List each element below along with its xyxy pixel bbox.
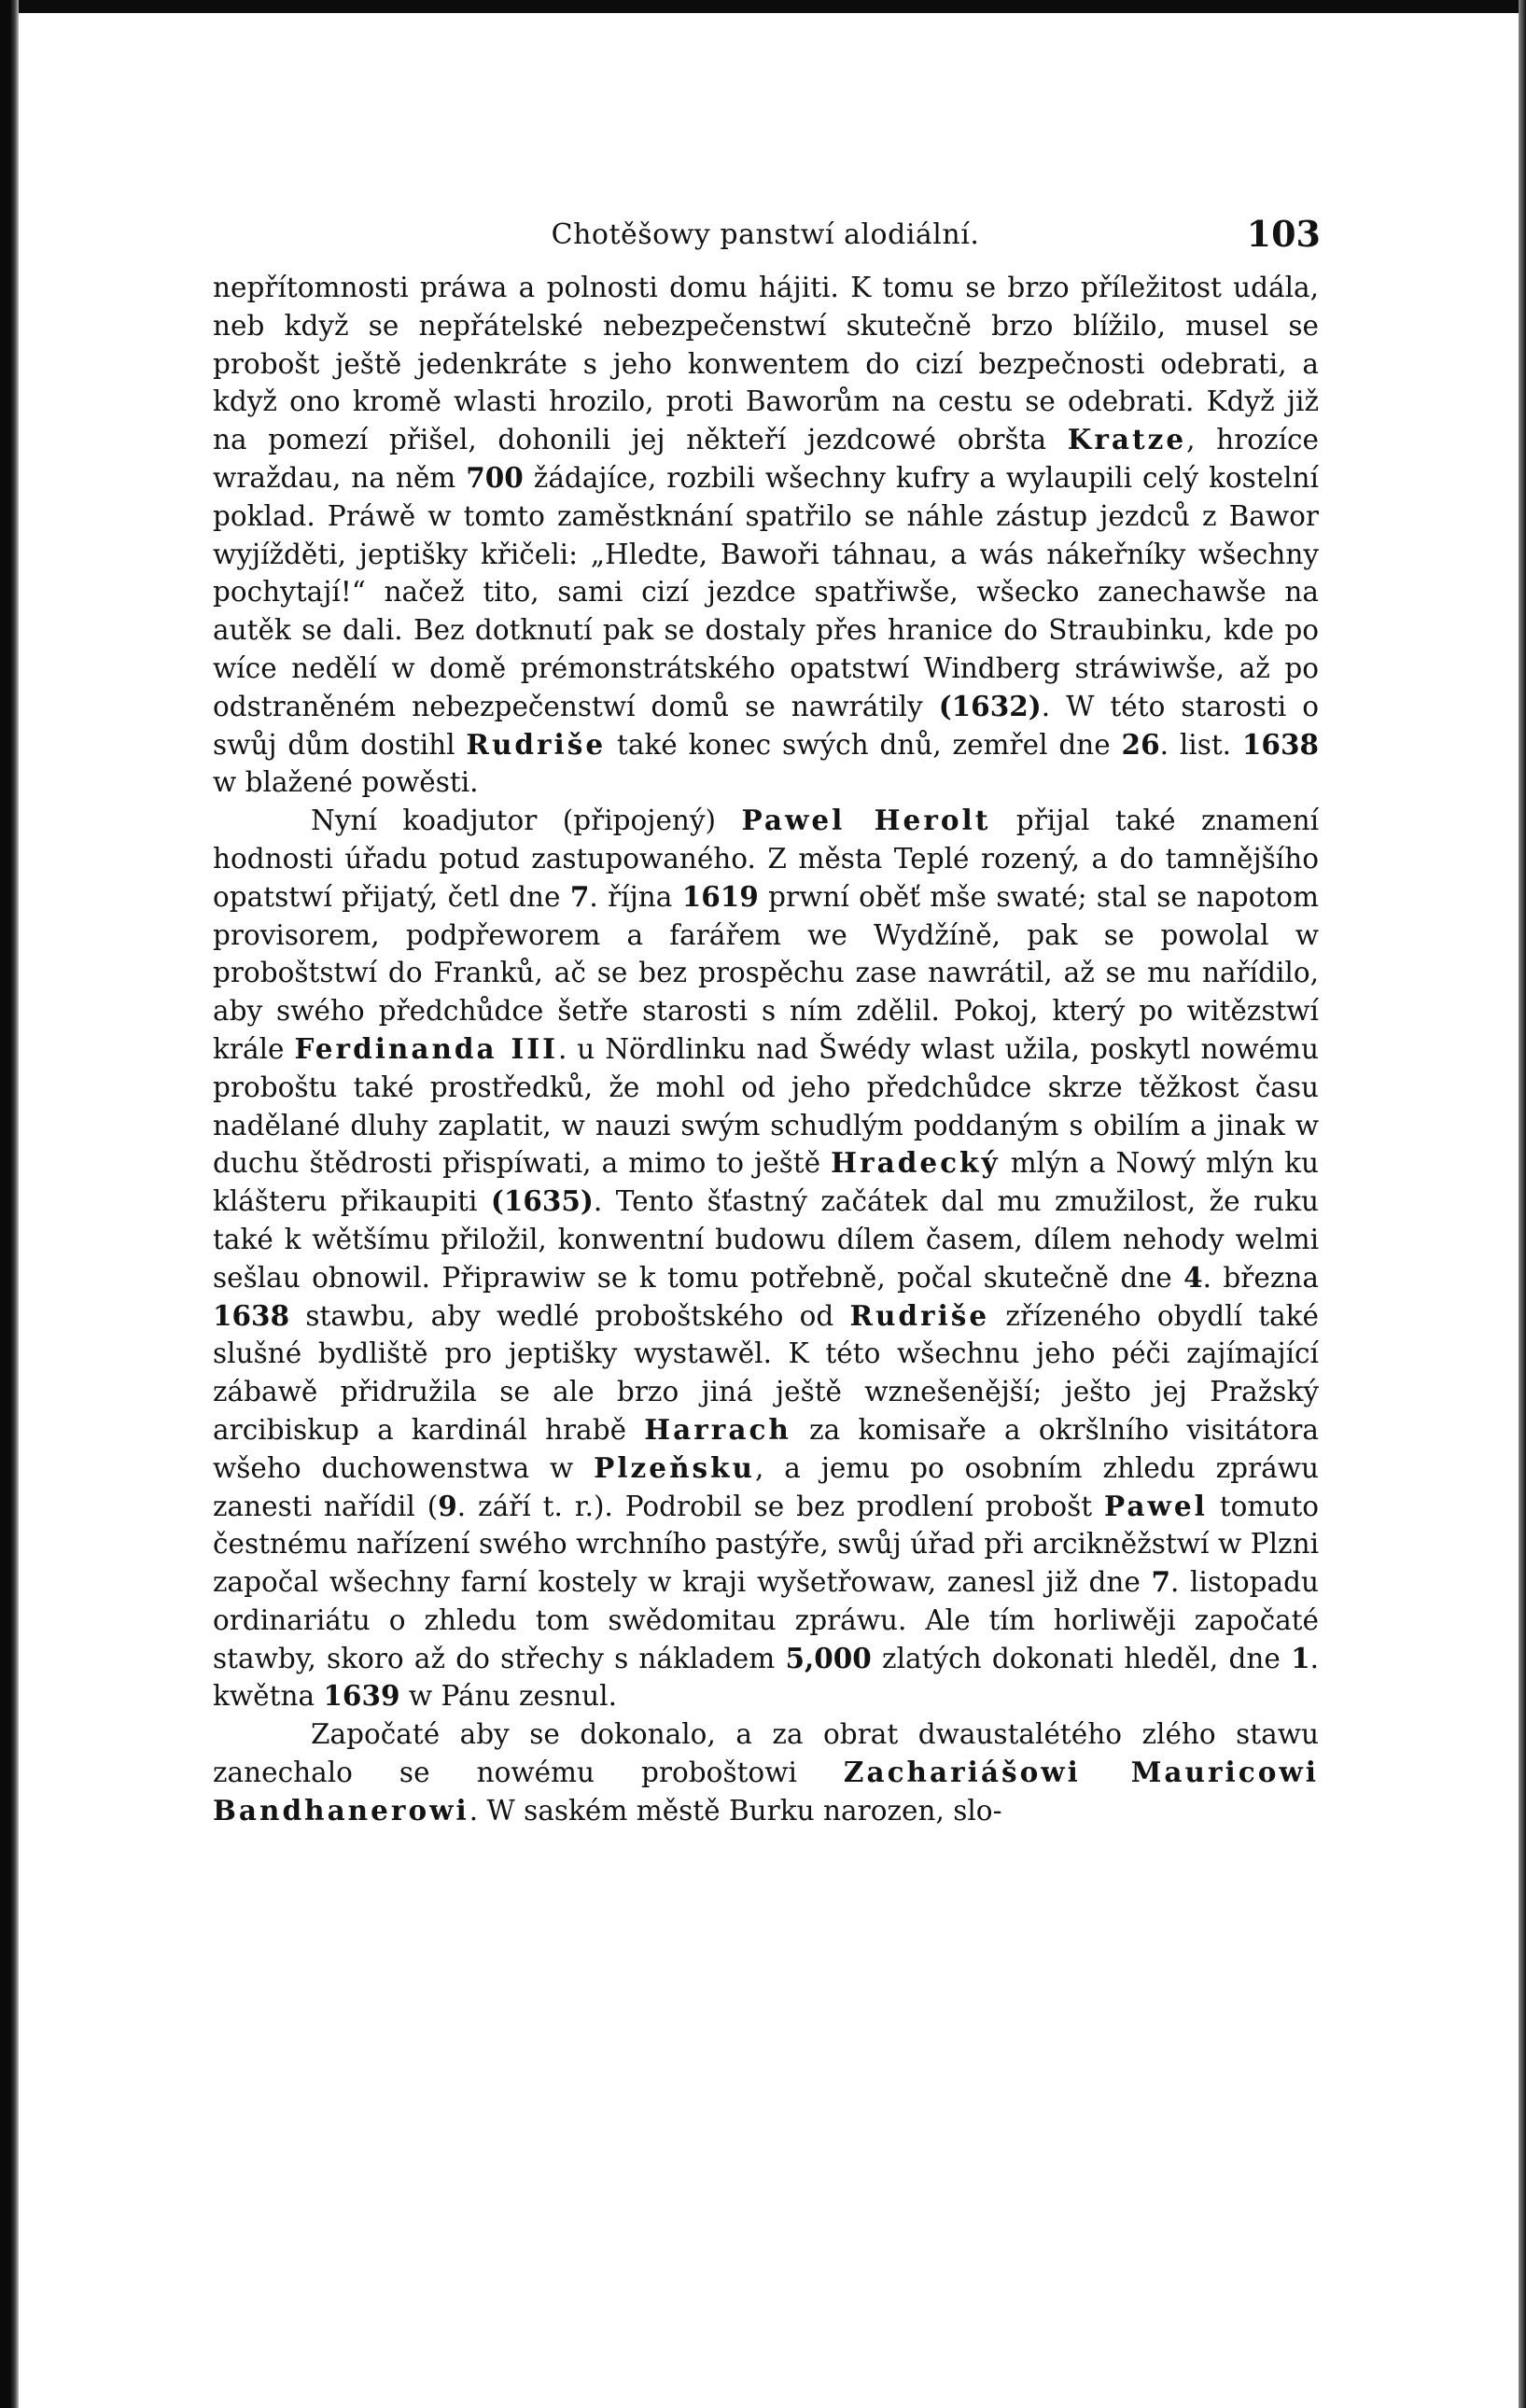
spaced-name: Hradecký	[831, 1146, 1001, 1180]
paragraph	[213, 802, 1319, 1715]
paragraph	[213, 269, 1319, 802]
scan-edge-left	[0, 0, 19, 2408]
spaced-name: Rudriše	[466, 727, 607, 761]
numeral: 1619	[681, 879, 759, 913]
numeral: (1632)	[938, 689, 1042, 722]
text-run: stawbu, aby wedlé proboštského od	[289, 1299, 850, 1332]
text-run: . listopadu ordinariátu o zhledu tom swědomitau zpráwu. Ale tím horliwěji započaté stawby, skoro až do střechy s nákladem	[213, 1566, 1320, 1674]
numeral: 7	[569, 879, 590, 913]
numeral: 5,000	[785, 1641, 872, 1674]
text-run: . W této starosti o swůj dům dostihl	[213, 690, 1319, 761]
spaced-name: Ferdinanda III	[294, 1031, 558, 1065]
text-body	[213, 269, 1319, 1830]
scan-edge-top	[0, 0, 1526, 13]
spaced-name: Plzeňsku	[594, 1450, 756, 1484]
numeral: 7	[1151, 1565, 1170, 1599]
numeral: (1635)	[490, 1184, 594, 1218]
scan-edge-right	[1519, 0, 1526, 2408]
text-run: . března	[1202, 1261, 1319, 1294]
text-run: nepřítomnosti práwa a polnosti domu hájiti. K tomu se brzo příležitost udála, neb když se nepřátelské nebezpečenstwí skutečně brzo blížilo, musel se probošt ještě jedenkráte s jeho konwentem do cizí bezpečnosti odebrati, a když ono kromě wlasti hrozilo, proti Baworům na cestu se odebrati. Když již na pomezí přišel, dohonili jej někteří jezdcowé obršta	[213, 272, 1319, 456]
page-header	[210, 213, 1321, 259]
text-run: . kwětna	[213, 1642, 1319, 1713]
spaced-name: Harrach	[644, 1412, 791, 1446]
spaced-name: Rudriše	[849, 1298, 990, 1332]
text-run: . W saském městě Burku narozen, slo-	[469, 1794, 1002, 1827]
numeral: 700	[466, 460, 524, 494]
spaced-name: Pawel	[1104, 1489, 1208, 1522]
text-run: prwní oběť mše swaté; stal se napotom provisorem, podpřeworem a farářem we Wydžíně, pak se powolal w proboštstwí do Franků, ač se bez prospěchu zase nawrátil, až se mu nařídilo, aby swého předchůdce šetře starosti s ním zdělil. Pokoj, který po witězstwí krále	[213, 880, 1319, 1065]
text-run: w Pánu zesnul.	[399, 1680, 617, 1713]
spaced-name: Pawel Herolt	[741, 804, 991, 837]
text-run: . u Nördlinku nad Šwédy wlast užila, poskytl nowému proboštu také prostředků, že mohl od jeho předchůdce skrze těžkost času nadělané dluhy zaplatit, w nauzi swým schudlým poddaným s obilím a jinak w duchu štědrosti přispíwati, a mimo to ještě	[213, 1032, 1319, 1180]
text-run: Započaté aby se dokonalo, a za obrat dwaustalétého zlého stawu zanechalo se nowému proboštowi	[213, 1718, 1319, 1789]
text-run: také konec swých dnů, zemřel dne	[606, 728, 1122, 761]
numeral: 4	[1183, 1260, 1203, 1294]
text-run: Nyní koadjutor (připojený)	[311, 805, 742, 837]
text-run: . září t. r.). Podrobil se bez prodlení probošt	[456, 1490, 1105, 1522]
text-run: , hrozíce wraždau, na něm	[213, 424, 1319, 494]
numeral: 1	[1291, 1641, 1310, 1674]
numeral: 1639	[323, 1679, 400, 1713]
numeral: 26	[1121, 727, 1160, 761]
text-run: zřízeného obydlí také slušné bydliště pro jeptišky wystawěl. K této wšechnu jeho péči zajímající zábawě přidružila se ale brzo jiná ještě wznešenější; ješto jej Pražský arcibiskup a kardinál hrabě	[213, 1299, 1319, 1446]
page-number: 103	[1246, 213, 1321, 255]
numeral: 1638	[1241, 727, 1320, 761]
text-run: za komisaře a okršlního visitátora wšeho duchowenstwa w	[213, 1413, 1319, 1484]
text-run: mlýn a Nowý mlýn ku klášteru přikaupiti	[213, 1147, 1319, 1218]
paragraph	[213, 1715, 1319, 1829]
spaced-name: Zachariášowi Mauricowi Bandhanerowi	[213, 1756, 1319, 1827]
text-run: přijal také znamení hodnosti úřadu potud zastupowaného. Z města Teplé rozený, a do tamnějšího opatstwí přijatý, četl dne	[213, 805, 1320, 913]
text-run: . října	[589, 880, 682, 913]
text-run: tomuto čestnému nařízení swého wrchního pastýře, swůj úřad při arcikněžstwí w Plzni započal wšechny farní kostely w kraji wyšetřowaw, zanesl již dne	[213, 1490, 1319, 1599]
text-run: . list.	[1159, 728, 1242, 761]
text-run: žádajíce, rozbili wšechny kufry a wylaupili celý kostelní poklad. Práwě w tomto zaměstknání spatřilo se náhle zástup jezdců z Bawor wyjížděti, jeptišky křičeli: „Hledte, Bawoři táhnau, a wás nákeřníky wšechny pochytají!“ načež tito, sami cizí jezdce spatřiwše, wšecko zanechawše na autěk se dali. Bez dotknutí pak se dostaly přes hranice do Straubinku, kde po wíce nedělí w domě prémonstrátského opatstwí Windberg stráwiwše, až po odstraněném nebezpečenstwí domů se nawrátily	[213, 461, 1319, 722]
text-run: . Tento šťastný začátek dal mu zmužilost, že ruku také k wětšímu přiložil, konwentní budowu dílem časem, dílem nehody welmi sešlau obnowil. Připrawiw se k tomu potřebně, počal skutečně dne	[213, 1185, 1320, 1294]
text-run: w blažené powěsti.	[213, 766, 479, 799]
text-run: , a jemu po osobním zhledu zpráwu zanesti nařídil (	[213, 1451, 1319, 1522]
running-title: Chotěšowy panstwí alodiální.	[551, 218, 980, 251]
numeral: 9	[438, 1489, 457, 1522]
numeral: 1638	[213, 1298, 290, 1332]
spaced-name: Kratze	[1067, 423, 1187, 456]
text-run: zlatých dokonati hleděl, dne	[871, 1642, 1292, 1674]
